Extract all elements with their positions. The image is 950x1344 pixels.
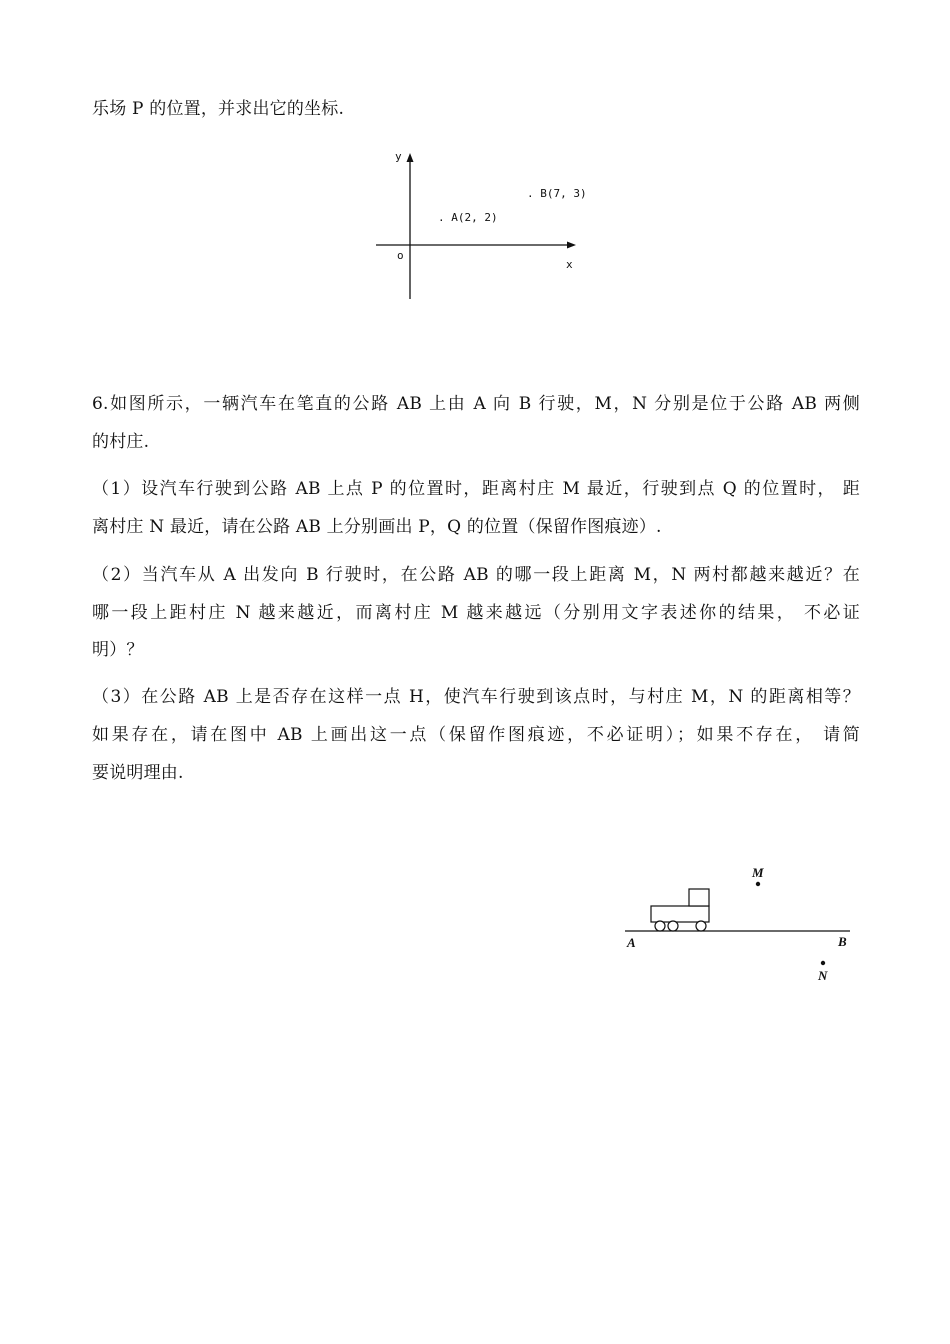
point-a-label: . A(2, 2) [438,211,498,224]
part-1-line-2: 离村庄 N 最近，请在公路 AB 上分别画出 P，Q 的位置（保留作图痕迹）. [92,517,662,537]
part-1-line-1: （1）设汽车行驶到公路 AB 上点 P 的位置时，距离村庄 M 最近，行驶到点 Q 的位置时， 距 [92,479,860,499]
label-m: M [752,865,764,880]
label-n: N [818,968,828,983]
part-2-line-2: 哪一段上距村庄 N 越来越近，而离村庄 M 越来越远（分别用文字表述你的结果， 不必证 [92,603,860,623]
village-n-dot [821,961,825,965]
part-2-line-3: 明）？ [92,640,144,660]
y-axis-label: y [395,150,402,163]
part-3-line-2: 如果存在，请在图中 AB 上画出这一点（保留作图痕迹，不必证明）；如果不存在， 请简 [92,725,860,745]
origin-label: o [397,249,404,262]
label-a: A [627,935,636,950]
car-wheel [668,921,678,931]
car-wheel [655,921,665,931]
label-b: B [838,934,847,949]
car-wheel [696,921,706,931]
question-6-line-1: 6.如图所示，一辆汽车在笔直的公路 AB 上由 A 向 B 行驶，M，N 分别是位于公路 AB 两侧 [92,394,860,414]
x-axis-arrow [567,242,576,249]
part-3-line-1: （3）在公路 AB 上是否存在这样一点 H，使汽车行驶到该点时，与村庄 M，N 的距离相等？ [92,687,860,707]
car-body [651,906,709,922]
part-2-line-1: （2）当汽车从 A 出发向 B 行驶时，在公路 AB 的哪一段上距离 M，N 两村都越来越近？在 [92,565,860,585]
point-b-label: . B(7, 3) [527,187,587,200]
car-cabin [689,889,709,906]
question-6-line-2: 的村庄. [92,432,150,452]
y-axis-arrow [407,153,414,162]
x-axis-label: x [566,258,573,271]
road-figure [620,860,860,990]
part-3-line-3: 要说明理由. [92,763,184,783]
text-line-1: 乐场 P 的位置，并求出它的坐标. [92,99,345,119]
coordinate-figure [370,145,590,305]
village-m-dot [756,882,760,886]
